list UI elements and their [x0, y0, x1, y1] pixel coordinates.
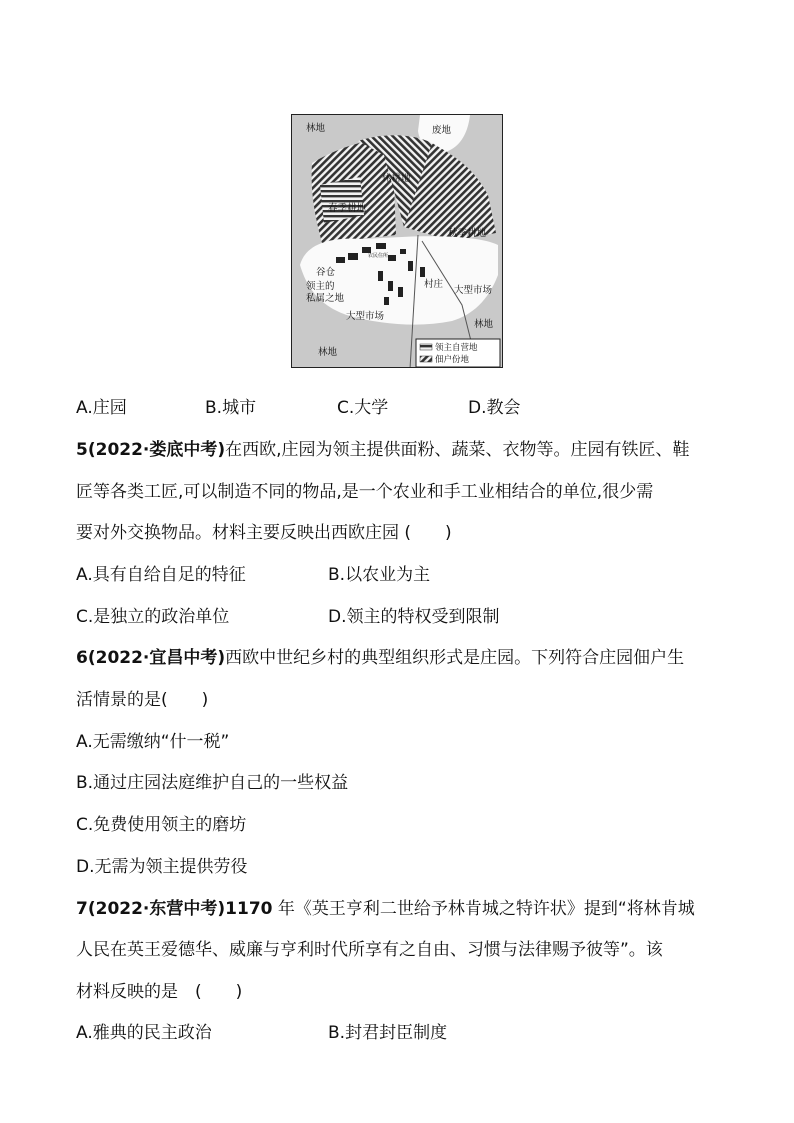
q5-line-3: [76, 522, 452, 544]
label-spring: 春季耕地: [328, 203, 367, 214]
label-fallow: 休耕地: [382, 173, 411, 184]
q6-source: (2022·宜昌中考): [87, 648, 226, 668]
label-forest-right: 林地: [474, 319, 494, 330]
q7-text-3: 材料反映的是: [76, 982, 178, 1002]
q5-text-3: 要对外交换物品。材料主要反映出西欧庄园: [76, 523, 399, 543]
label-village: 村庄: [424, 279, 444, 290]
label-autumn: 秋季耕地: [448, 228, 487, 239]
q4-option-a: A.庄园: [76, 398, 127, 418]
label-lord-2: 私属之地: [306, 293, 345, 304]
q5-option-d: D.领主的特权受到限制: [328, 607, 500, 627]
q5-source: (2022·娄底中考): [87, 440, 226, 460]
q6-text-2: 活情景的是: [76, 690, 161, 710]
q6-option-b: B.通过庄园法庭维护自己的一些权益: [76, 773, 349, 793]
q4-option-c: C.大学: [337, 398, 389, 418]
q5-option-b: B.以农业为主: [328, 565, 431, 585]
q4-option-b: B.城市: [205, 398, 257, 418]
q5-option-c: C.是独立的政治单位: [76, 607, 230, 627]
q7-option-a: A.雅典的民主政治: [76, 1023, 212, 1043]
q7-text-1: 年《英王亨利二世给予林肯城之特许状》提到“将林肯城: [277, 899, 695, 919]
q5-line-2: 匠等各类工匠,可以制造不同的物品,是一个农业和手工业相结合的单位,很少需: [76, 482, 654, 502]
q7-line-2: 人民在英王爱德华、威廉与亨利时代所享有之自由、习惯与法律赐予彼等”。该: [76, 940, 663, 960]
q7-number: 7: [76, 899, 88, 919]
q7-year: 1170: [225, 899, 273, 919]
q6-option-c: C.免费使用领主的磨坊: [76, 815, 247, 835]
q5-number: 5: [76, 440, 88, 460]
manor-map-svg: [292, 115, 503, 368]
label-lord-1: 领主的: [306, 281, 335, 292]
q4-option-d: D.教会: [468, 398, 521, 418]
q6-answer-paren: ( ): [161, 690, 209, 710]
q7-source: (2022·东营中考): [87, 899, 226, 919]
q7-line-3: [76, 981, 242, 1003]
spring-field-strips: [320, 177, 364, 223]
q5-line-1: [76, 439, 690, 461]
q5-answer-paren: ( ): [404, 523, 452, 543]
legend-tenant: 佃户份地: [435, 355, 470, 365]
label-granary: 谷仓: [316, 267, 336, 278]
label-waste: 废地: [432, 125, 452, 136]
label-forest-bl: 林地: [318, 347, 338, 358]
q7-answer-paren: ( ): [195, 982, 243, 1002]
label-farmer-house: 农民住所: [368, 253, 389, 259]
label-market-center: 大型市场: [346, 311, 385, 322]
q6-number: 6: [76, 648, 88, 668]
q6-line-1: [76, 647, 684, 669]
map-legend: [416, 339, 500, 367]
q6-line-2: [76, 689, 208, 711]
q7-line-1: [76, 898, 695, 920]
q6-option-a: A.无需缴纳“什一税”: [76, 732, 230, 752]
q5-text-1: 在西欧,庄园为领主提供面粉、蔬菜、衣物等。庄园有铁匠、鞋: [225, 440, 690, 460]
manor-map: [291, 114, 503, 368]
q5-option-a: A.具有自给自足的特征: [76, 565, 246, 585]
label-market-right: 大型市场: [454, 285, 493, 296]
legend-demesne: 领主自营地: [435, 343, 478, 353]
q6-option-d: D.无需为领主提供劳役: [76, 857, 248, 877]
q6-text-1: 西欧中世纪乡村的典型组织形式是庄园。下列符合庄园佃户生: [225, 648, 685, 668]
q7-option-b: B.封君封臣制度: [328, 1023, 448, 1043]
label-forest-tl: 林地: [306, 123, 326, 134]
